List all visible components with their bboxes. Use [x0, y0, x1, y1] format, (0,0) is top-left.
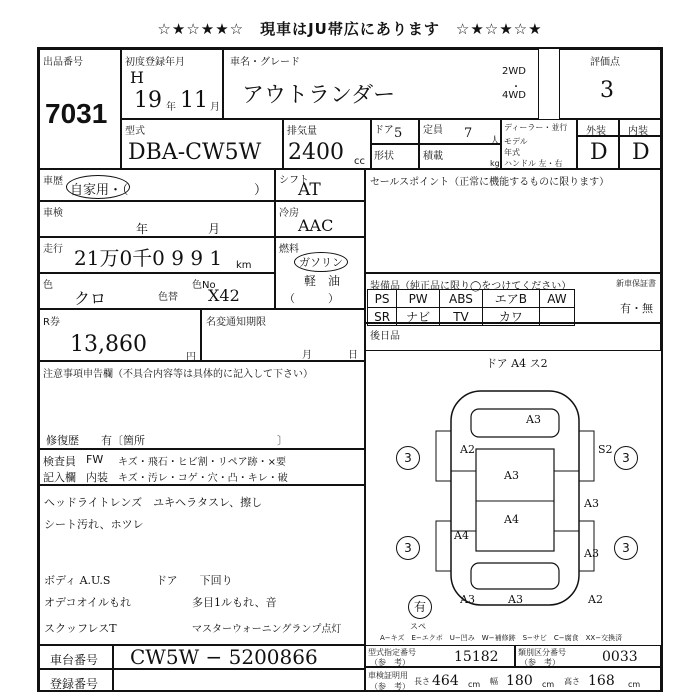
ext-value-cell: [577, 136, 619, 169]
inspector-label-1: 検査員: [43, 455, 76, 468]
chassis-value-cell: [113, 645, 365, 669]
sales-point-cell: [365, 169, 661, 273]
type-designation-sub: （参 考）: [370, 658, 410, 667]
first-reg-month-unit: 月: [210, 102, 220, 113]
color-change-label: 色替: [158, 292, 178, 303]
drive-4wd: 4WD: [502, 90, 526, 101]
equip-airbag: エアB: [482, 290, 539, 308]
displacement-cell: [283, 119, 371, 169]
name-change-month: 月: [302, 350, 312, 361]
first-reg-year: 19: [134, 88, 162, 113]
remark-3: ボディ A.U.S: [44, 574, 111, 587]
mileage-unit: km: [236, 260, 252, 271]
capacity-unit: 人: [490, 136, 500, 147]
model-year-label: モデル年式: [504, 137, 528, 157]
damage-legend: A−キズ E−エクボ U−凹み W−補修跡 S−サビ C−腐食 XX−交換済: [380, 634, 623, 642]
equip-ps: PS: [368, 290, 397, 308]
shift-value: AT: [298, 180, 321, 200]
first-reg-label: 初度登録年月: [125, 57, 185, 68]
type-cell: [121, 119, 283, 169]
dims-height-unit: cm: [628, 680, 641, 689]
equip-tv: TV: [440, 308, 483, 326]
name-change-day: 日: [348, 350, 358, 361]
drive-2wd: 2WD: [502, 66, 526, 77]
handle-label: ハンドル 左・右: [504, 159, 563, 168]
equip-sr: SR: [368, 308, 397, 326]
reg-value-cell: [113, 669, 365, 692]
damage-diagram: [365, 351, 662, 645]
dealer-label: ディーラー・並行: [504, 123, 568, 132]
int-label: 内装: [628, 126, 648, 137]
dims-length-unit: cm: [468, 680, 481, 689]
dims-label: 車検証明用: [368, 671, 408, 680]
model-name: アウトランダー: [242, 83, 396, 108]
color-no-label: 色No: [192, 280, 216, 291]
mileage-cell: [39, 237, 275, 273]
history-cell: [39, 169, 275, 201]
inspector-label-2: 記入欄: [43, 471, 76, 484]
notes-label: 注意事項申告欄（不具合内容等は具体的に記入して下さい）: [43, 369, 313, 380]
inspection-cell: [39, 201, 275, 237]
class-number-sub: （参 考）: [520, 658, 560, 667]
color-no-value: X42: [208, 286, 240, 305]
name-change-label: 名変通知期限: [206, 317, 266, 328]
remark-1: ヘッドライトレンズ ユキヘラタスレ、擦し: [44, 496, 263, 509]
inspector-naiso: 内装: [86, 471, 108, 484]
int-value-cell: [619, 136, 661, 169]
inspection-year: 年: [136, 222, 149, 236]
int-label-cell: [619, 119, 661, 136]
fuel-gas: ガソリン: [294, 252, 348, 272]
shape-cell: [371, 144, 419, 169]
capacity-label: 定員: [423, 125, 443, 136]
equip-navi: ナビ: [397, 308, 440, 326]
dims-width: 180: [506, 673, 533, 689]
shape-label: 形状: [374, 151, 394, 162]
dims-cell: [365, 667, 661, 692]
load-cell: [419, 144, 501, 169]
model-label: 車名・グレード: [230, 57, 300, 68]
aircon-cell: [275, 201, 365, 237]
ext-label: 外装: [586, 126, 606, 137]
class-number-cell: [515, 645, 661, 667]
dims-width-label: 幅: [490, 677, 498, 686]
remark-7: スクッフレスT: [44, 622, 117, 635]
shift-cell: [275, 169, 365, 201]
displacement-unit: cc: [354, 156, 365, 167]
color-value: クロ: [74, 289, 107, 308]
remark-2: シート汚れ、ホツレ: [44, 518, 144, 531]
reg-label-cell: [39, 669, 113, 692]
type-value: DBA-CW5W: [128, 140, 262, 165]
auction-sheet: [37, 47, 663, 692]
tire-rear-left: 3: [396, 536, 420, 560]
remark-5: オデコオイルもれ: [44, 596, 132, 609]
mark-9: A2: [588, 593, 603, 606]
mark-5: A4: [454, 529, 469, 542]
mark-10: S2: [598, 443, 613, 456]
color-label: 色: [43, 280, 53, 291]
int-value: D: [632, 140, 650, 165]
remark-8: マスターウォーニングランプ点灯: [192, 624, 342, 635]
mark-0: A3: [526, 413, 541, 426]
first-reg-era: H: [130, 68, 144, 87]
class-number-value: 0033: [602, 649, 638, 665]
equipment-label: 装備品（純正品に限り◯をつけてください）: [370, 281, 572, 292]
mark-2: A3: [504, 469, 519, 482]
chassis-label: 車台番号: [50, 653, 99, 667]
remark-4: ドア 下回り: [156, 574, 233, 587]
inspector-fw-items: キズ・飛石・ヒビ割・リペア跡・×要: [118, 457, 286, 468]
doors-cell: [371, 119, 419, 144]
equipment-row-1: [368, 290, 575, 308]
mark-4: A4: [504, 513, 519, 526]
dims-sub: （参 考）: [370, 682, 410, 691]
recycle-value: 13,860: [70, 332, 147, 357]
type-designation-cell: [365, 645, 515, 667]
type-label: 型式: [125, 126, 145, 137]
mark-7: A3: [460, 593, 475, 606]
tire-front-right: 3: [614, 446, 638, 470]
inspection-month: 月: [208, 222, 221, 236]
reg-label: 登録番号: [50, 677, 99, 691]
mileage-label: 走行: [43, 244, 63, 255]
first-reg-cell: [121, 49, 223, 119]
displacement-value: 2400: [288, 140, 344, 165]
mark-1: A2: [460, 443, 475, 456]
dims-height-label: 高さ: [564, 677, 580, 686]
recycle-label: R券: [43, 317, 60, 328]
notes-cell: [39, 361, 365, 449]
history-close: ）: [254, 183, 268, 198]
aircon-value: AAC: [298, 216, 334, 235]
drive-dot: ・: [511, 82, 521, 93]
mark-3: A3: [584, 497, 599, 510]
load-unit: kg: [490, 159, 500, 168]
dims-length-label: 長さ: [414, 677, 430, 686]
warranty-value: 有・無: [620, 302, 653, 315]
remarks-cell: [39, 485, 365, 645]
score-value: 3: [600, 78, 614, 103]
tire-rear-right: 3: [614, 536, 638, 560]
name-change-cell: [201, 309, 365, 361]
tire-front-left: 3: [396, 446, 420, 470]
equipment-grid: [367, 289, 575, 326]
remark-6: 多目1ルもれ、音: [192, 596, 277, 609]
equip-pw: PW: [397, 290, 440, 308]
fuel-diesel: 軽 油: [304, 274, 341, 288]
repair-history: 修復歴 有〔箇所 〕: [46, 434, 288, 447]
doors-value: 5: [394, 126, 403, 141]
equip-aw: AW: [539, 290, 574, 308]
mark-8: A3: [508, 593, 523, 606]
warranty-label: 新車保証書: [616, 279, 656, 288]
dims-height: 168: [588, 673, 615, 689]
type-designation-label: 型式指定番号: [368, 648, 416, 657]
banner: ☆★☆★★☆ 現車はJU帯広にあります ☆★☆★☆★: [157, 20, 543, 38]
aircon-label: 冷房: [279, 208, 299, 219]
mark-6: A3: [584, 547, 599, 560]
ext-label-cell: [577, 119, 619, 136]
inspector-fw: FW: [86, 453, 104, 466]
chassis-label-cell: [39, 645, 113, 669]
chassis-value: CW5W − 5200866: [130, 645, 318, 669]
history-value: 自家用・（: [70, 183, 129, 198]
spare-tire: 有: [408, 595, 432, 619]
shift-label: シフト: [279, 175, 309, 186]
fuel-label: 燃料: [279, 244, 299, 255]
sales-point-label: セールスポイント（正常に機能するものに限ります）: [370, 177, 610, 188]
lot-label: 出品番号: [43, 57, 83, 68]
color-cell: [39, 273, 275, 309]
lot-cell: [39, 49, 121, 169]
aftermarket-cell: [365, 323, 661, 351]
history-label: 車歴: [43, 176, 63, 187]
type-designation-value: 15182: [454, 649, 499, 665]
class-number-label: 類別区分番号: [518, 648, 566, 657]
history-circle: [66, 175, 130, 199]
capacity-cell: [419, 119, 501, 147]
recycle-unit: 円: [186, 352, 196, 363]
ext-value: D: [590, 140, 608, 165]
mileage-value: 21万0千0 9 9 1: [74, 246, 223, 270]
aftermarket-label: 後日品: [370, 331, 400, 342]
spare-sub: スペ: [410, 622, 426, 631]
equip-leather: カワ: [482, 308, 539, 326]
diagram-top-note: ドア A4 ス2: [486, 357, 548, 370]
inspector-naiso-items: キズ・汚レ・コゲ・穴・凸・キレ・破: [118, 473, 288, 484]
dims-length: 464: [432, 673, 459, 689]
capacity-value: 7: [464, 126, 473, 141]
dealer-cell: [501, 119, 577, 169]
fuel-cell: [275, 237, 365, 309]
doors-label: ドア: [374, 125, 394, 136]
lot-number: 7031: [45, 98, 108, 129]
inspector-cell: [39, 449, 365, 485]
fuel-paren: （ ）: [284, 292, 339, 305]
first-reg-month: 11: [180, 88, 208, 113]
displacement-label: 排気量: [287, 126, 317, 137]
dims-width-unit: cm: [542, 680, 555, 689]
equip-abs: ABS: [440, 290, 483, 308]
score-label: 評価点: [590, 57, 620, 68]
load-label: 積載: [423, 151, 443, 162]
model-cell: [223, 49, 539, 119]
inspection-label: 車検: [43, 208, 63, 219]
first-reg-year-unit: 年: [166, 102, 176, 113]
score-cell: [559, 49, 661, 119]
recycle-cell: [39, 309, 201, 361]
